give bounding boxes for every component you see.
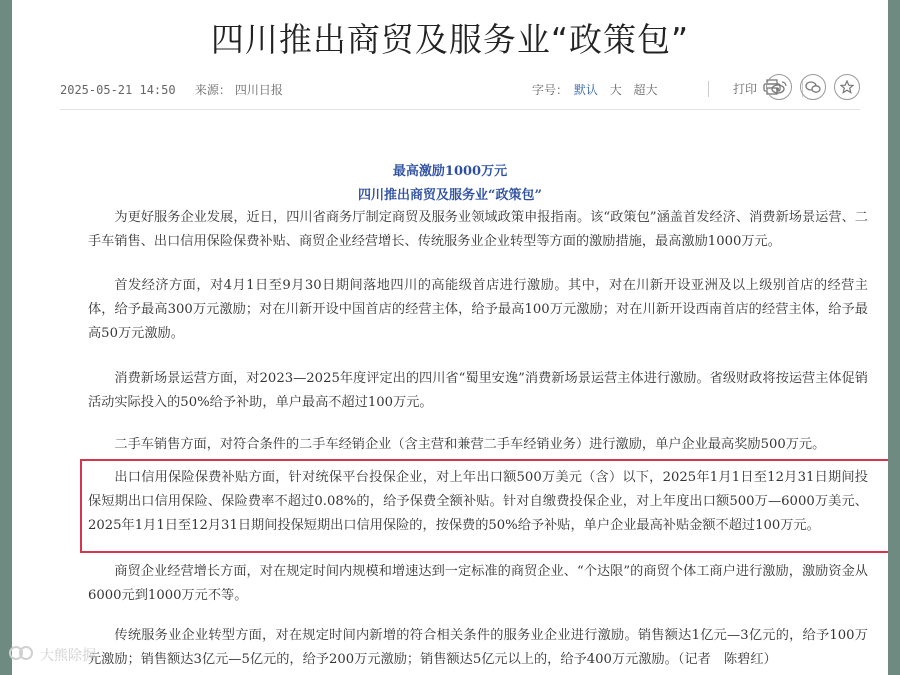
paragraph: 首发经济方面，对4月1日至9月30日期间落地四川的高能级首店进行激励。其中，对在川新开设亚洲及以上级别首店的经营主体，给予最高300万元激励；对在川新开设中国首店的经营主体，给予最高100万元激励；对在川新开设西南首店的经营主体，给予最高50万元激励。 (88, 278, 868, 341)
article-page (12, 0, 888, 675)
source-label: 来源： (194, 83, 231, 97)
watermark (8, 644, 96, 666)
favorite-star-icon[interactable] (834, 74, 860, 100)
paragraph: 商贸企业经营增长方面，对在规定时间内规模和增速达到一定标准的商贸企业、“个达限”的商贸个体工商户进行激励，激励资金从6000元到1000万元不等。 (88, 564, 868, 603)
watermark-text: 大熊除握 (40, 648, 96, 664)
font-size-xlarge-option[interactable]: 超大 (633, 83, 658, 97)
watermark-logo-icon (8, 644, 34, 666)
wechat-icon[interactable] (800, 74, 826, 100)
paragraph: 传统服务业企业转型方面，对在规定时间内新增的符合相关条件的服务业企业进行激励。销售额达1亿元—3亿元的，给予100万元激励；销售额达3亿元—5亿元的，给予200万元激励；销售额达5亿元以上的，给予400万元激励。（记者 陈碧红） (88, 628, 868, 667)
highlight-box (80, 459, 888, 553)
paragraph: 消费新场景运营方面，对2023—2025年度评定出的四川省“蜀里安逸”消费新场景运营主体进行激励。省级财政将按运营主体促销活动实际投入的50%给予补助，单户最高不超过100万元。 (88, 371, 868, 410)
font-size-label: 字号： (532, 83, 569, 97)
paragraph: 二手车销售方面，对符合条件的二手车经销企业（含主营和兼营二手车经销业务）进行激励，单户企业最高奖励500万元。 (114, 437, 826, 452)
highlighted-paragraph: 出口信用保险保费补贴方面，针对统保平台投保企业，对上年出口额500万美元（含）以下，2025年1月1日至12月31日期间投保短期出口信用保险、保险费率不超过0.08%的，给予保费全额补贴。针对自缴费投保企业，对上年度出口额500万—6000万美元、2025年1月1日至12月31日期间投保短期出口信用保险的，按保费的50%给予补贴，单户企业最高补贴金额不超过100万元。 (88, 470, 868, 533)
print-label: 打印 (733, 82, 758, 96)
weibo-icon[interactable] (766, 74, 792, 100)
source-name[interactable]: 四川日报 (234, 83, 283, 97)
meta-divider (708, 81, 709, 97)
header-divider (60, 109, 860, 110)
font-size-large-option[interactable]: 大 (609, 83, 622, 97)
font-size-default-option[interactable]: 默认 (573, 83, 598, 97)
publish-info (60, 81, 295, 98)
share-icons (766, 74, 860, 100)
article-title: 四川推出商贸及服务业“政策包” (210, 20, 690, 59)
article-meta-bar (60, 78, 860, 102)
paragraph: 为更好服务企业发展，近日，四川省商务厅制定商贸及服务业领域政策申报指南。该“政策包”涵盖首发经济、消费新场景运营、二手车销售、出口信用保险保费补贴、商贸企业经营增长、传统服务业企业转型等方面的激励措施，最高激励1000万元。 (88, 210, 868, 249)
publish-date: 2025-05-21 14:50 (60, 83, 176, 97)
article-subtitle: 最高激励1000万元 (392, 164, 508, 179)
article-subtitle-main: 四川推出商贸及服务业“政策包” (358, 188, 542, 203)
font-size-switcher (532, 81, 666, 98)
